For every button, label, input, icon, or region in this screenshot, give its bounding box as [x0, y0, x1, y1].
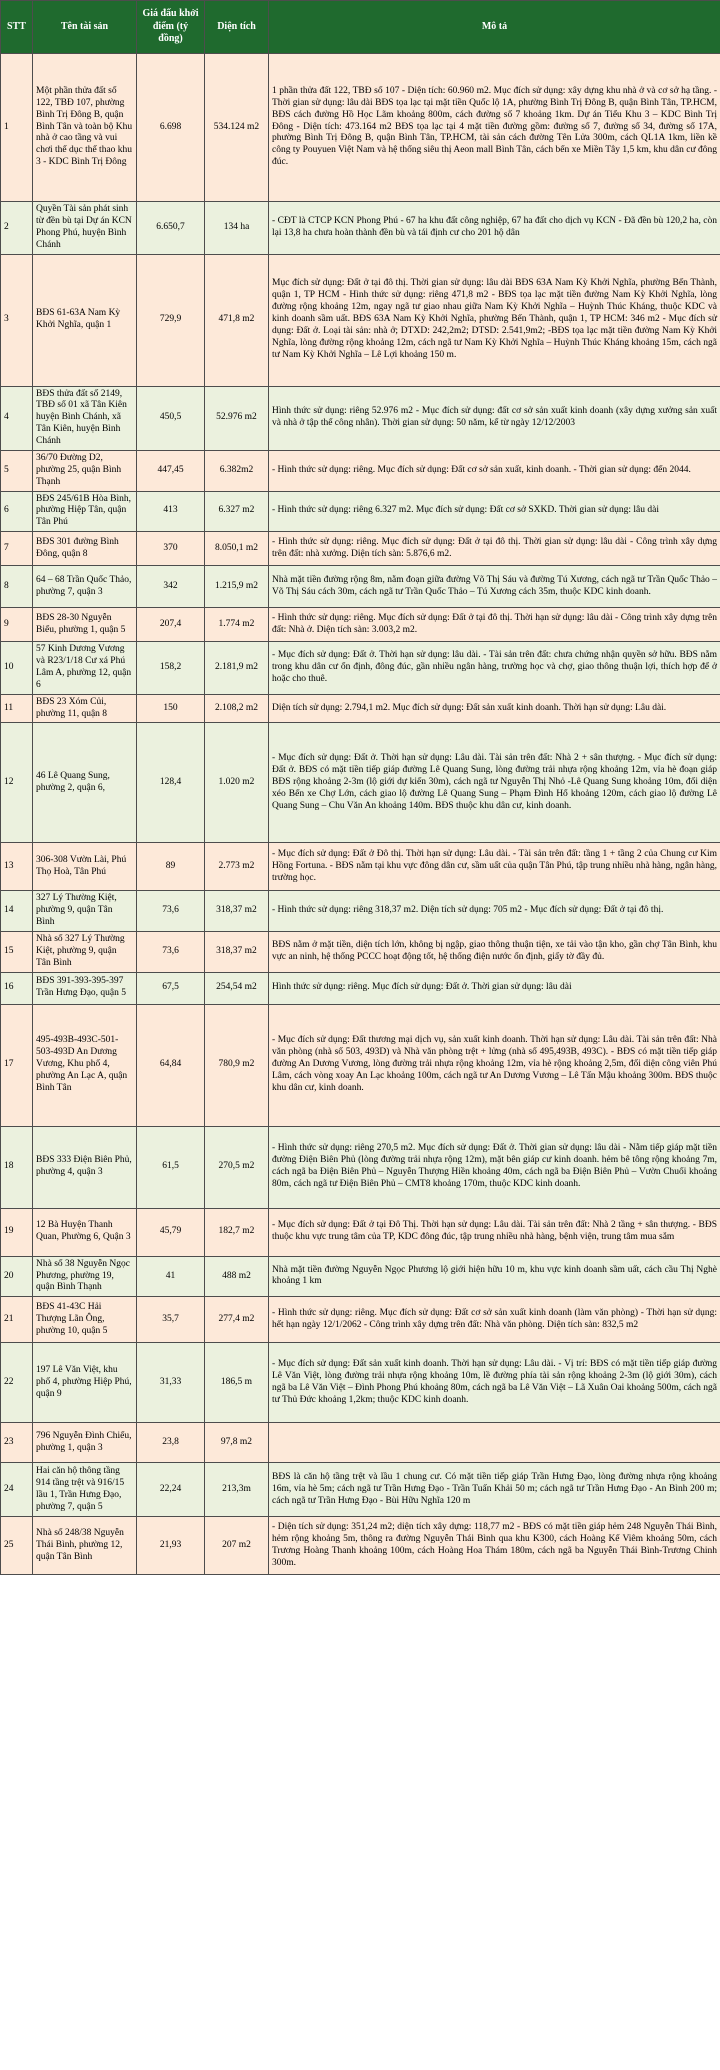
row-area: 534.124 m2: [205, 54, 269, 202]
row-stt: 9: [1, 608, 33, 642]
row-asset-name: 495-493B-493C-501-503-493D An Dương Vương, Khu phố 4, phường An Lạc A, quận Bình Tân: [33, 1004, 137, 1126]
row-description: - Hình thức sử dụng: riêng. Mục đích sử dụng: Đất ở tại đô thị. Thời hạn sử dụng: lâu dài - Công trình xây dựng trên đất: Nhà ở. Diện tích sàn: 3.003,2 m2.: [269, 608, 720, 642]
row-starting-price: 45,79: [137, 1208, 205, 1256]
row-stt: 16: [1, 972, 33, 1004]
row-description: - Hình thức sử dụng: riêng. Mục đích sử dụng: Đất ở tại đô thị. Thời gian sử dụng: lâu dài - Công trình xây dựng trên đất: nhà xưởng. Diện tích sàn: 5.876,6 m2.: [269, 532, 720, 566]
row-description: - Mục đích sử dụng: Đất ở. Thời hạn sử dụng: lâu dài. - Tài sản trên đất: chưa chứng nhận quyền sở hữu. BĐS nằm trong khu dân cư ổn định, đông đúc, gần nhiều ngân hàng, trường học và chợ, giao thông thuận lợi, thích hợp để ở hoặc cho thuê.: [269, 642, 720, 695]
row-stt: 11: [1, 694, 33, 723]
row-stt: 24: [1, 1463, 33, 1517]
header-area: Diện tích: [205, 1, 269, 54]
row-asset-name: BĐS 41-43C Hải Thượng Lãn Ông, phường 10, quận 5: [33, 1297, 137, 1343]
row-asset-name: BĐS 28-30 Nguyễn Biểu, phường 1, quận 5: [33, 608, 137, 642]
table-row: [1, 1256, 720, 1297]
row-area: 182,7 m2: [205, 1208, 269, 1256]
table-row: [1, 1463, 720, 1517]
row-asset-name: BĐS 301 đường Bình Đông, quận 8: [33, 532, 137, 566]
row-description: BĐS là căn hộ tầng trệt và lầu 1 chung cư. Có mặt tiền tiếp giáp Trần Hưng Đạo, lòng đường nhựa rộng khoảng 16m, vỉa hè 5m; cách ngã tư Trần Hưng Đạo - Trần Tuấn Khải 50 m; cách ngã tư Trần Hưng Đạo - An Bình 200 m; cách ngã tư Trần Hưng Đạo - Bùi Hữu Nghĩa 120 m: [269, 1463, 720, 1517]
row-area: 1.774 m2: [205, 608, 269, 642]
row-area: 270,5 m2: [205, 1126, 269, 1208]
row-starting-price: 22,24: [137, 1463, 205, 1517]
row-starting-price: 73,6: [137, 932, 205, 973]
row-asset-name: 327 Lý Thường Kiệt, phường 9, quận Tân Bình: [33, 891, 137, 932]
row-starting-price: 158,2: [137, 642, 205, 695]
row-asset-name: 46 Lê Quang Sung, phường 2, quận 6,: [33, 723, 137, 843]
row-asset-name: Hai căn hộ thông tầng 914 tầng trệt và 916/15 lầu 1, Trần Hưng Đạo, phường 7, quận 5: [33, 1463, 137, 1517]
table-row: [1, 532, 720, 566]
row-starting-price: 89: [137, 843, 205, 891]
row-starting-price: 128,4: [137, 723, 205, 843]
table-body: [1, 54, 720, 1575]
row-starting-price: 67,5: [137, 972, 205, 1004]
row-asset-name: 197 Lê Văn Việt, khu phố 4, phường Hiệp Phú, quận 9: [33, 1343, 137, 1423]
row-stt: 6: [1, 491, 33, 532]
table-row: [1, 723, 720, 843]
row-area: 2.108,2 m2: [205, 694, 269, 723]
table-row: [1, 843, 720, 891]
row-asset-name: 64 – 68 Trần Quốc Thảo, phường 7, quận 3: [33, 566, 137, 608]
table-row: [1, 1343, 720, 1423]
row-starting-price: 450,5: [137, 386, 205, 450]
row-stt: 17: [1, 1004, 33, 1126]
row-area: 471,8 m2: [205, 254, 269, 386]
row-starting-price: 21,93: [137, 1517, 205, 1575]
table-row: [1, 450, 720, 491]
row-starting-price: 35,7: [137, 1297, 205, 1343]
row-starting-price: 342: [137, 566, 205, 608]
row-stt: 5: [1, 450, 33, 491]
row-description: - Mục đích sử dụng: Đất ở Đô thị. Thời hạn sử dụng: Lâu dài. - Tài sản trên đất: tầng 1 + tầng 2 của Chung cư Kim Hồng Fortuna. - BĐS nằm tại khu vực đông dân cư, sầm uất của quận Tân Phú, tập trung nhiều nhà hàng, ngân hàng, trường học.: [269, 843, 720, 891]
row-asset-name: Nhà số 38 Nguyễn Ngọc Phương, phường 19, quận Bình Thạnh: [33, 1256, 137, 1297]
row-area: 207 m2: [205, 1517, 269, 1575]
row-stt: 7: [1, 532, 33, 566]
row-stt: 1: [1, 54, 33, 202]
row-description: Nhà mặt tiền đường rộng 8m, nằm đoạn giữa đường Võ Thị Sáu và đường Tú Xương, cách ngã tư Trần Quốc Thảo – Võ Thị Sáu cách 30m, cách ngã tư Trần Quốc Thảo – Tú Xương cách 35m, thuộc KDC kinh doanh.: [269, 566, 720, 608]
row-area: 6.327 m2: [205, 491, 269, 532]
row-area: 318,37 m2: [205, 932, 269, 973]
row-asset-name: BĐS 61-63A Nam Kỳ Khởi Nghĩa, quận 1: [33, 254, 137, 386]
row-asset-name: BĐS 391-393-395-397 Trần Hưng Đạo, quận 5: [33, 972, 137, 1004]
header-name: Tên tài sản: [33, 1, 137, 54]
table-row: [1, 932, 720, 973]
row-area: 318,37 m2: [205, 891, 269, 932]
table-row: [1, 1126, 720, 1208]
table-row: [1, 694, 720, 723]
row-starting-price: 207,4: [137, 608, 205, 642]
row-description: Nhà mặt tiền đường Nguyễn Ngọc Phương lộ giới hiện hữu 10 m, khu vực kinh doanh sầm uất, cách cầu Thị Nghè khoảng 1 km: [269, 1256, 720, 1297]
row-area: 780,9 m2: [205, 1004, 269, 1126]
row-description: - Mục đích sử dụng: Đất ở. Thời hạn sử dụng: Lâu dài. Tài sản trên đất: Nhà 2 + sân thượng. - Mục đích sử dụng: Đất ở. BĐS có mặt tiền tiếp giáp đường Lê Quang Sung, lòng đường trải nhựa rộng khoảng 12m, vỉa hè đoạn giáp BĐS rộng khoảng 2-3m (lộ giới dự kiến 30m), cách ngã tư Nguyễn Thị Nhỏ -Lê Quang Sung khoảng 10m, đối diện xéo Bến xe Chợ Lớn, cách giao lộ đường Lê Quang Sung – Phạm Đình Hổ khoảng 120m, cách giao lộ đường Lê Quang Sung – Chu Văn An khoảng 140m. BĐS thuộc khu dân cư, kinh doanh.: [269, 723, 720, 843]
row-area: 6.382m2: [205, 450, 269, 491]
row-stt: 2: [1, 202, 33, 255]
table-row: [1, 1423, 720, 1463]
row-description: - Diện tích sử dụng: 351,24 m2; diện tích xây dựng: 118,77 m2 - BĐS có mặt tiền giáp hẻm 248 Nguyễn Thái Bình, hẻm rộng khoảng 5m, thông ra đường Nguyễn Thái Bình qua khu K300, cách Hoàng Kế Viêm khoảng 50m, cách Trương Hoàng Thanh khoảng 100m, cách Hoàng Hoa Thám 180m, cách ngã ba Nguyễn Thái Bình-Trương Chinh 300m.: [269, 1517, 720, 1575]
row-stt: 12: [1, 723, 33, 843]
row-description: 1 phần thửa đất 122, TBĐ số 107 - Diện tích: 60.960 m2. Mục đích sử dụng: xây dựng khu nhà ở và cơ sở hạ tầng. - Thời gian sử dụng: lâu dài BĐS tọa lạc tại mặt tiền Quốc lộ 1A, phường Bình Trị Đông B, quận Bình Tân, TP.HCM, BĐS cách đường Hồ Học Lãm khoảng 800m, cách đường số 7 khoảng 1km. Dự án Tiểu Khu 3 – KDC Bình Trị Đông - Diện tích: 473.164 m2 BĐS tọa lạc tại 4 mặt tiền đường gồm: đường số 7, đường số 34, đường số 17A, phường Bình Trị Đông B, quận Bình Tân, TP.HCM, tài sản cách đường Tên Lửa 300m, cách QL1A 1km, liền kề công ty Pouyuen Việt Nam và hệ thống siêu thị Aeon mall Bình Tân, cách bến xe Miền Tây 1,5 km, khu dân cư đông đúc.: [269, 54, 720, 202]
row-description: - Hình thức sử dụng: riêng. Mục đích sử dụng: Đất cơ sở sản xuất kinh doanh (làm văn phòng) - Thời hạn sử dụng: hết hạn ngày 12/1/2062 - Công trình xây dựng trên đất: Nhà văn phòng. Diện tích sàn: 832,5 m2: [269, 1297, 720, 1343]
table-row: [1, 642, 720, 695]
row-description: [269, 1423, 720, 1463]
row-description: - Mục đích sử dụng: Đất thương mại dịch vụ, sản xuất kinh doanh. Thời hạn sử dụng: Lâu dài. Tài sản trên đất: Nhà văn phòng (nhà số 503, 493D) và Nhà văn phòng trệt + lửng (nhà số 495,493B, 493C). - BĐS có mặt tiền tiếp giáp đường An Dương Vương, lòng đường trải nhựa rộng khoảng 12m, vỉa hè rộng khoảng 2,5m, đối diện công viên Phú Lâm, cách vòng xoay An Lạc khoảng 100m, cách ngã tư An Dương Vương – Lê Tấn Mậu khoảng 300m. BĐS thuộc khu dân cư, kinh doanh.: [269, 1004, 720, 1126]
table-row: [1, 972, 720, 1004]
row-description: BĐS nằm ở mặt tiền, diện tích lớn, không bị ngập, giao thông thuận tiện, xe tải vào tận kho, gần chợ Tân Bình, khu vực an ninh, hệ thống PCCC hoạt động tốt, hệ thống điện nước ổn định, giấy tờ đầy đủ.: [269, 932, 720, 973]
row-stt: 18: [1, 1126, 33, 1208]
row-area: 213,3m: [205, 1463, 269, 1517]
row-description: - Hình thức sử dụng: riêng 270,5 m2. Mục đích sử dụng: Đất ở. Thời gian sử dụng: lâu dài - Nằm tiếp giáp mặt tiền đường Điện Biên Phủ (lòng đường trải nhựa rộng 12m), mặt bên giáp cư kinh doanh. hẻm bê tông rộng khoảng 7m, cách ngã ba Điện Biên Phủ – Nguyễn Thượng Hiền khoảng 40m, cách ngã ba Điện Biên Phủ – Vườn Chuối khoảng 80m, cách ngã tư Điện Biên Phủ – CMT8 khoảng 170m, thuộc KDC kinh doanh.: [269, 1126, 720, 1208]
header-price: Giá đấu khởi điểm (tỷ đồng): [137, 1, 205, 54]
table-row: [1, 608, 720, 642]
row-starting-price: 61,5: [137, 1126, 205, 1208]
row-stt: 15: [1, 932, 33, 973]
row-area: 186,5 m: [205, 1343, 269, 1423]
row-stt: 20: [1, 1256, 33, 1297]
row-starting-price: 41: [137, 1256, 205, 1297]
table-row: [1, 1208, 720, 1256]
row-asset-name: Nhà số 327 Lý Thường Kiệt, phường 9, quận Tân Bình: [33, 932, 137, 973]
row-description: - CĐT là CTCP KCN Phong Phú - 67 ha khu đất công nghiệp, 67 ha đất cho dịch vụ KCN - Đã đền bù 120,2 ha, còn lại 13,8 ha chưa hoàn thành đền bù và tái định cư cho 201 hộ dân: [269, 202, 720, 255]
row-description: - Hình thức sử dụng: riêng 318,37 m2. Diện tích sử dụng: 705 m2 - Mục đích sử dụng: Đất ở tại đô thị.: [269, 891, 720, 932]
table-row: [1, 202, 720, 255]
row-stt: 22: [1, 1343, 33, 1423]
row-description: Hình thức sử dụng: riêng. Mục đích sử dụng: Đất ở. Thời gian sử dụng: lâu dài: [269, 972, 720, 1004]
row-starting-price: 6.650,7: [137, 202, 205, 255]
row-starting-price: 413: [137, 491, 205, 532]
table-row: [1, 891, 720, 932]
row-area: 2.773 m2: [205, 843, 269, 891]
row-asset-name: BĐS 245/61B Hòa Bình, phường Hiệp Tân, quận Tân Phú: [33, 491, 137, 532]
table-row: [1, 54, 720, 202]
row-stt: 14: [1, 891, 33, 932]
row-starting-price: 23,8: [137, 1423, 205, 1463]
row-asset-name: 57 Kinh Dương Vương và R23/1/18 Cư xá Phú Lâm A, phường 12, quận 6: [33, 642, 137, 695]
row-stt: 10: [1, 642, 33, 695]
row-stt: 19: [1, 1208, 33, 1256]
table-row: [1, 386, 720, 450]
row-area: 1.215,9 m2: [205, 566, 269, 608]
header-stt: STT: [1, 1, 33, 54]
row-starting-price: 31,33: [137, 1343, 205, 1423]
row-description: - Mục đích sử dụng: Đất sản xuất kinh doanh. Thời hạn sử dụng: Lâu dài. - Vị trí: BĐS có mặt tiền tiếp giáp đường Lê Văn Việt, lòng đường trải nhựa rộng khoảng 10m, lề đường phía tài sản rộng khoảng 2-3m (lộ giới 30m), cách ngã ba Lê Văn Việt – Đình Phong Phú khoảng 80m, cách ngã ba Lê Văn Việt – Lã Xuân Oai khoảng 500m, cách ngã tư Thủ Đức khoảng 1,2km; thuộc KDC kinh doanh.: [269, 1343, 720, 1423]
table-row: [1, 1517, 720, 1575]
row-area: 52.976 m2: [205, 386, 269, 450]
row-asset-name: 306-308 Vườn Lài, Phú Thọ Hoà, Tân Phú: [33, 843, 137, 891]
row-asset-name: BĐS 23 Xóm Củi, phường 11, quận 8: [33, 694, 137, 723]
table-row: [1, 1004, 720, 1126]
row-stt: 8: [1, 566, 33, 608]
row-area: 254,54 m2: [205, 972, 269, 1004]
row-area: 97,8 m2: [205, 1423, 269, 1463]
row-area: 488 m2: [205, 1256, 269, 1297]
row-asset-name: Một phần thửa đất số 122, TBĐ 107, phường Bình Trị Đông B, quận Bình Tân và toàn bộ Khu nhà ở cao tầng và vui chơi thể dục thể thao khu 3 - KDC Bình Trị Đông: [33, 54, 137, 202]
row-asset-name: 796 Nguyễn Đình Chiểu, phường 1, quận 3: [33, 1423, 137, 1463]
header-desc: Mô tả: [269, 1, 720, 54]
row-area: 8.050,1 m2: [205, 532, 269, 566]
row-starting-price: 6.698: [137, 54, 205, 202]
row-description: - Hình thức sử dụng: riêng. Mục đích sử dụng: Đất cơ sở sản xuất, kinh doanh. - Thời gian sử dụng: đến 2044.: [269, 450, 720, 491]
row-stt: 4: [1, 386, 33, 450]
row-starting-price: 150: [137, 694, 205, 723]
row-asset-name: BĐS 333 Điện Biên Phủ, phường 4, quận 3: [33, 1126, 137, 1208]
table-row: [1, 254, 720, 386]
row-description: - Hình thức sử dụng: riêng 6.327 m2. Mục đích sử dụng: Đất cơ sở SXKD. Thời gian sử dụng: lâu dài: [269, 491, 720, 532]
row-starting-price: 64,84: [137, 1004, 205, 1126]
table-row: [1, 566, 720, 608]
row-stt: 13: [1, 843, 33, 891]
row-stt: 3: [1, 254, 33, 386]
row-starting-price: 447,45: [137, 450, 205, 491]
row-description: - Mục đích sử dụng: Đất ở tại Đô Thị. Thời hạn sử dụng: Lâu dài. Tài sản trên đất: Nhà 2 tầng + sân thượng. - BĐS thuộc khu vực trung tâm của TP, KDC đông đúc, tập trung nhiều nhà hàng, bệnh viện, trung tâm mua sắm: [269, 1208, 720, 1256]
row-asset-name: Nhà số 248/38 Nguyễn Thái Bình, phường 12, quận Tân Bình: [33, 1517, 137, 1575]
row-stt: 23: [1, 1423, 33, 1463]
row-starting-price: 729,9: [137, 254, 205, 386]
row-area: 2.181,9 m2: [205, 642, 269, 695]
row-stt: 25: [1, 1517, 33, 1575]
row-stt: 21: [1, 1297, 33, 1343]
row-asset-name: 36/70 Đường D2, phường 25, quận Bình Thạnh: [33, 450, 137, 491]
row-description: Hình thức sử dụng: riêng 52.976 m2 - Mục đích sử dụng: đất cơ sở sản xuất kinh doanh (xây dựng xưởng sản xuất và nhà ở tập thể công nhân). Thời gian sử dụng: 50 năm, kể từ ngày 12/12/2003: [269, 386, 720, 450]
header-row: [1, 1, 720, 54]
row-asset-name: 12 Bà Huyện Thanh Quan, Phường 6, Quận 3: [33, 1208, 137, 1256]
row-area: 277,4 m2: [205, 1297, 269, 1343]
row-area: 1.020 m2: [205, 723, 269, 843]
row-asset-name: BĐS thửa đất số 2149, TBĐ số 01 xã Tân Kiên huyện Bình Chánh, xã Tân Kiên, huyện Bình Chánh: [33, 386, 137, 450]
row-description: Mục đích sử dụng: Đất ở tại đô thị. Thời gian sử dụng: lâu dài BĐS 63A Nam Kỳ Khởi Nghĩa, phường Bến Thành, quận 1, TP HCM - Hình thức sử dụng: riêng 471,8 m2 - BĐS tọa lạc mặt tiền đường Nam Kỳ Khởi Nghĩa, lòng đường rộng khoảng 12m, ngay ngã tư giao nhau giữa Nam Kỳ Khởi Nghĩa – Huỳnh Thúc Kháng, thuộc KDC và kinh doanh sầm uất. BĐS 63A Nam Kỳ Khởi Nghĩa, phường Bến Thành, quận 1, TP HCM: 346 m2 - Mục đích sử dụng: Đất ở. Loại tài sản: nhà ở; DTXD: 242,2m2; DTSD: 2.541,9m2; -BĐS tọa lạc mặt tiền đường Nam Kỳ Khởi Nghĩa, lòng đường rộng khoảng 12m, cách ngã tư Nam Kỳ Khởi Nghĩa – Huỳnh Thúc Kháng khoảng 15m, cách ngã tư Nam Kỳ Khởi Nghĩa – Lê Lợi khoảng 150 m.: [269, 254, 720, 386]
row-description: Diện tích sử dụng: 2.794,1 m2. Mục đích sử dụng: Đất sản xuất kinh doanh. Thời hạn sử dụng: Lâu dài.: [269, 694, 720, 723]
row-area: 134 ha: [205, 202, 269, 255]
table-row: [1, 491, 720, 532]
row-starting-price: 73,6: [137, 891, 205, 932]
row-asset-name: Quyền Tài sản phát sinh từ đền bù tại Dự án KCN Phong Phú, huyện Bình Chánh: [33, 202, 137, 255]
table-row: [1, 1297, 720, 1343]
row-starting-price: 370: [137, 532, 205, 566]
